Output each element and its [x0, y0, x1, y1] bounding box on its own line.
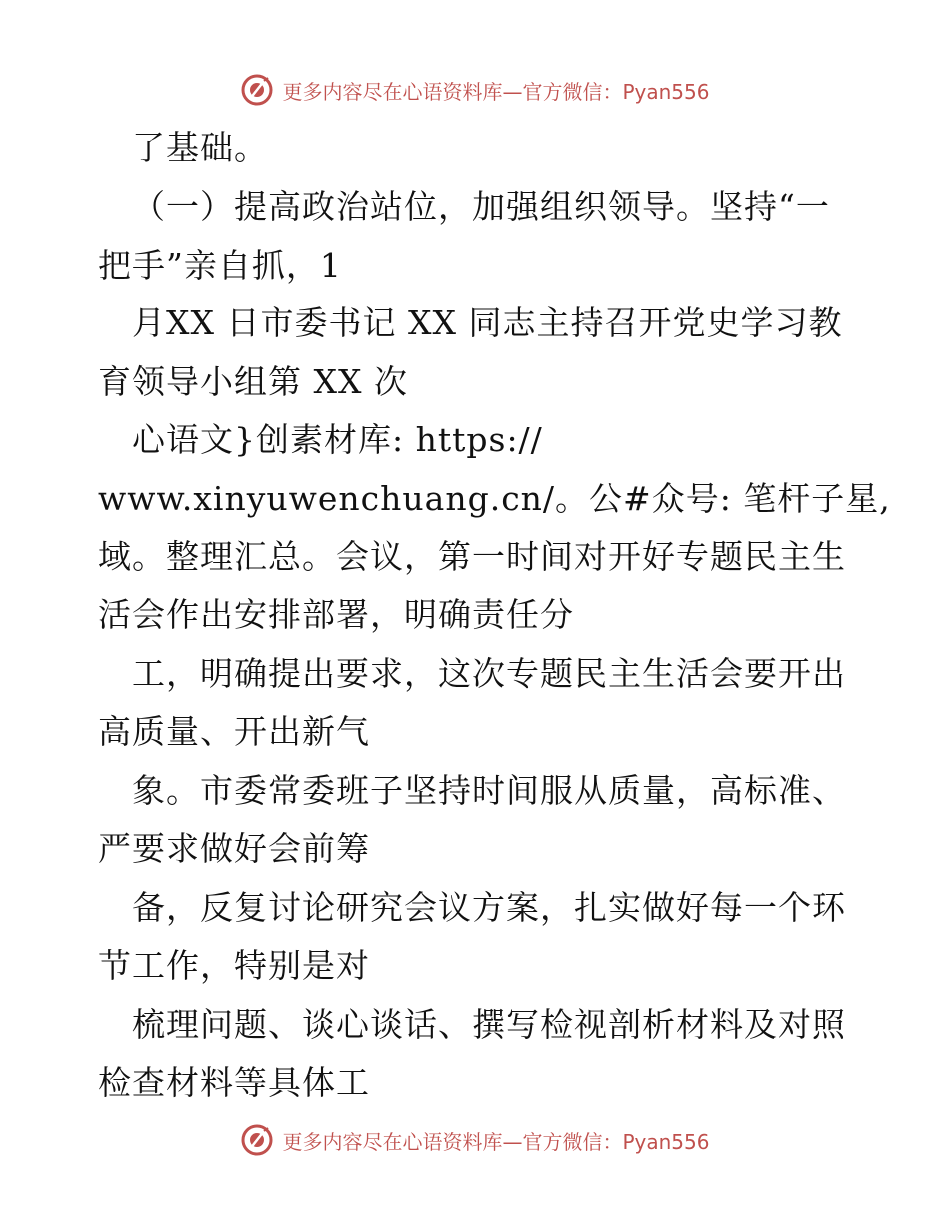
body-line: 域。整理汇总。会议，第一时间对开好专题民主生 — [98, 537, 846, 576]
body-line: 心语文}创素材库: https:// — [132, 420, 543, 459]
body-line: 备，反复讨论研究会议方案，扎实做好每一个环 — [132, 888, 846, 927]
body-line: 活会作出安排部署，明确责任分 — [98, 595, 574, 634]
body-line: 梳理问题、谈心谈话、撰写检视剖析材料及对照 — [132, 1005, 846, 1044]
body-line: 检查材料等具体工 — [98, 1063, 370, 1102]
body-line: （一）提高政治站位，加强组织领导。坚持“一 — [132, 187, 830, 226]
body-line: 把手”亲自抓，1 — [98, 246, 342, 285]
brand-logo-icon — [240, 73, 274, 107]
body-line: 节工作，特别是对 — [98, 946, 370, 985]
footer-banner-text: 更多内容尽在心语资料库—官方微信：Pyan556 — [282, 1129, 710, 1154]
header-banner-text: 更多内容尽在心语资料库—官方微信：Pyan556 — [282, 79, 710, 104]
footer-watermark-banner — [0, 1118, 950, 1162]
body-line: 高质量、开出新气 — [98, 712, 370, 751]
body-line: www.xinyuwenchuang.cn/。公#众号: 笔杆子星, — [98, 479, 891, 518]
body-line: 了基础。 — [132, 128, 268, 167]
header-watermark-banner — [0, 68, 950, 112]
body-line: 育领导小组第 XX 次 — [98, 362, 408, 401]
body-line: 象。市委常委班子坚持时间服从质量，高标准、 — [132, 771, 846, 810]
body-line: 工，明确提出要求，这次专题民主生活会要开出 — [132, 654, 846, 693]
body-line: 严要求做好会前筹 — [98, 829, 370, 868]
body-line: 月XX 日市委书记 XX 同志主持召开党史学习教 — [132, 303, 843, 342]
brand-logo-icon — [240, 1123, 274, 1157]
